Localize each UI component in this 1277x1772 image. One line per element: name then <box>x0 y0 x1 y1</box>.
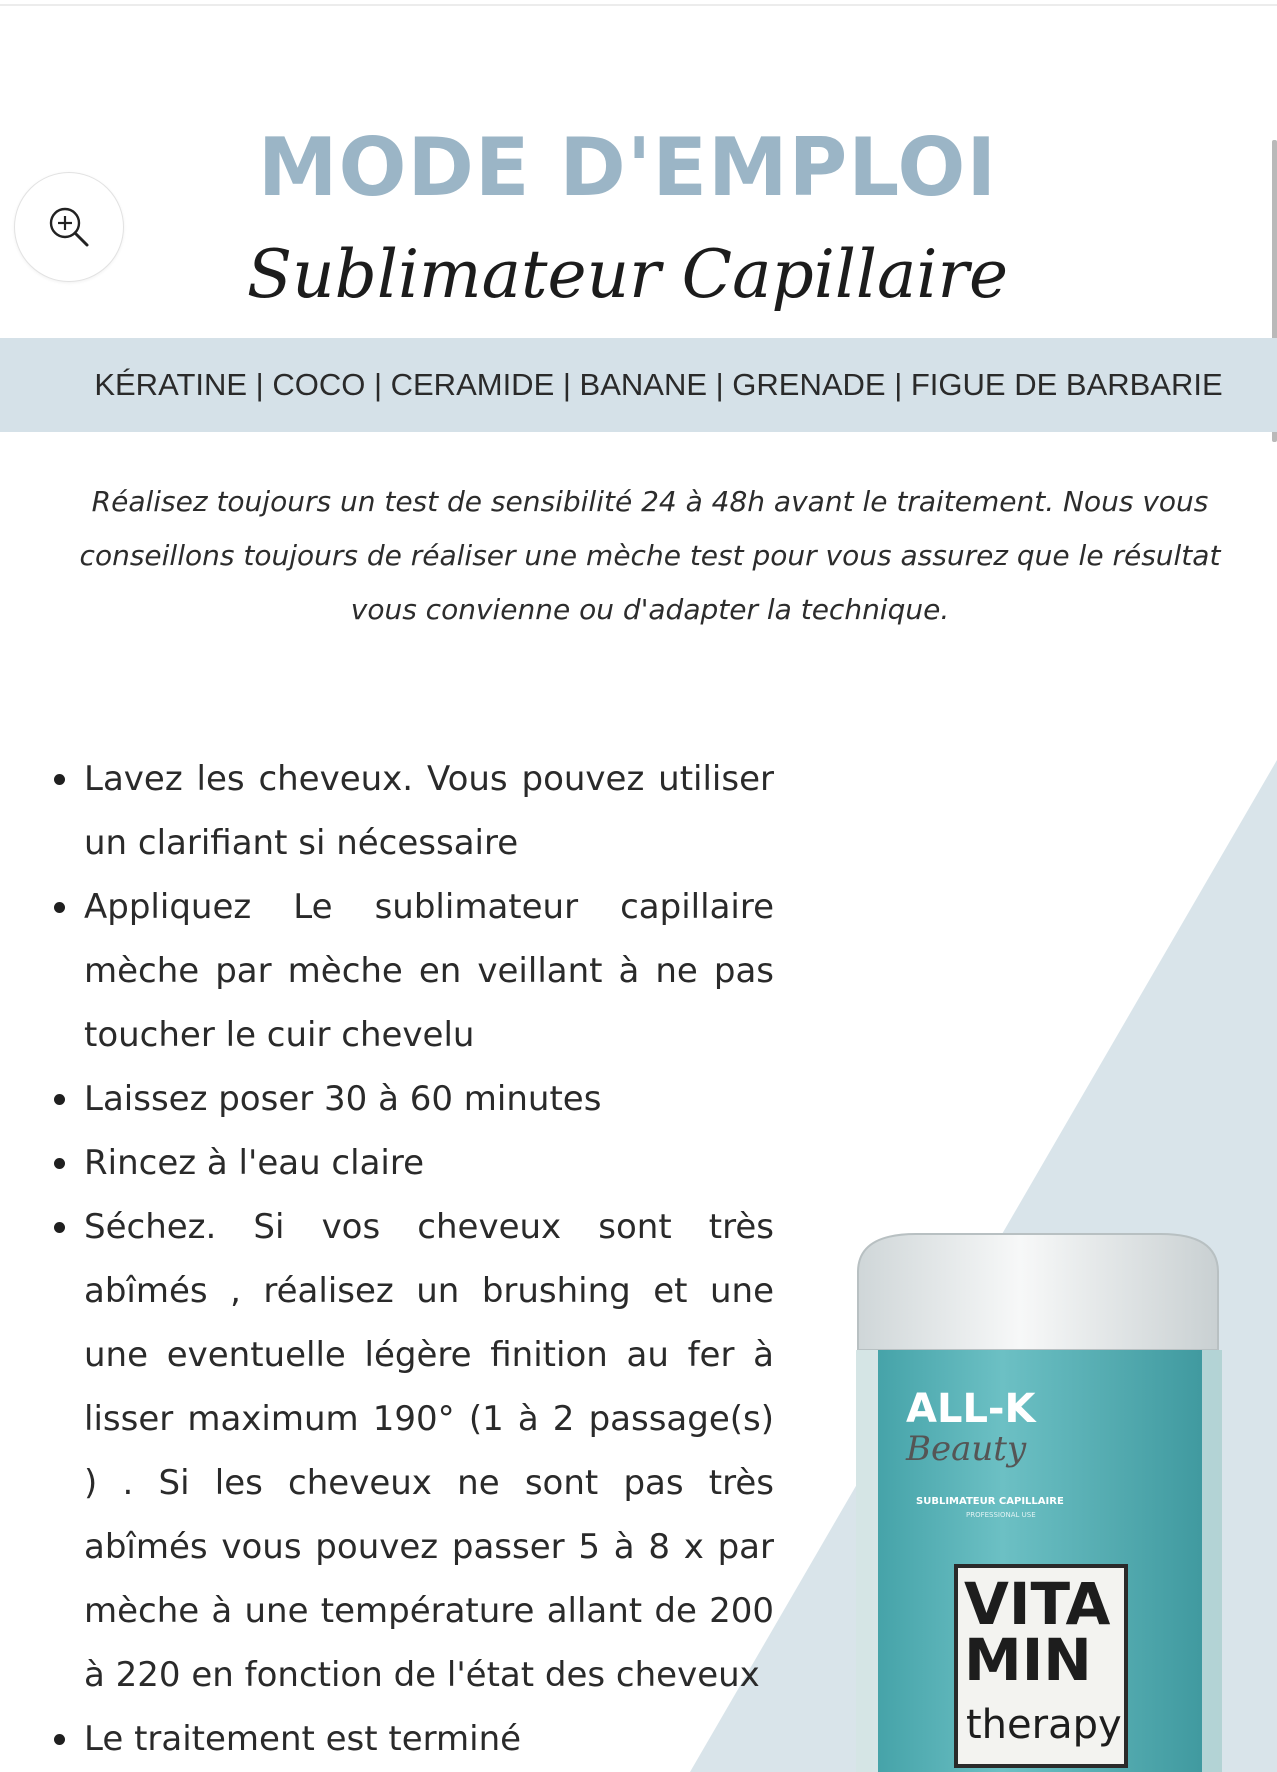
list-item <box>48 1195 774 1707</box>
bullet-icon <box>54 774 65 785</box>
bullet-icon <box>54 902 65 913</box>
product-brand: ALL-K <box>906 1386 1036 1432</box>
bullet-icon <box>54 1094 65 1105</box>
list-item <box>48 747 774 875</box>
step-text: Laissez poser 30 à 60 minutes <box>84 1079 602 1119</box>
step-text: Lavez les cheveux. Vous pouvez utiliser un clarifiant si nécessaire <box>84 759 774 863</box>
product-line: SUBLIMATEUR CAPILLAIRE <box>916 1496 1064 1507</box>
product-brand-script: Beauty <box>906 1429 1027 1469</box>
sensitivity-notice: Réalisez toujours un test de sensibilité 24 à 48h avant le traitement. Nous vous conseillons toujours de réaliser une mèche test pour vous assurez que le résultat vous convienne ou d'adapter la technique. <box>79 485 1221 626</box>
page-subtitle: Sublimateur Capillaire <box>246 236 1009 313</box>
product-name-min: MIN <box>964 1626 1092 1694</box>
bullet-icon <box>54 1734 65 1745</box>
product-name-therapy: therapy <box>966 1702 1122 1748</box>
step-text: Séchez. Si vos cheveux sont très abîmés , réalisez un brushing et une une eventuelle légère finition au fer à lisser maximum 190° (1 à 2 passage(s) ) . Si les cheveux ne sont pas très abîmés vous pouvez passer 5 à 8 x par mèche à une température allant de 200 à 220 en fonction de l'état des cheveux <box>84 1207 774 1695</box>
list-item <box>48 1707 774 1771</box>
step-text: Appliquez Le sublimateur capillaire mèche par mèche en veillant à ne pas toucher le cuir chevelu <box>84 887 774 1055</box>
instructions-list <box>48 747 774 1771</box>
step-text: Rincez à l'eau claire <box>84 1143 424 1183</box>
bullet-icon <box>54 1158 65 1169</box>
list-item <box>48 1131 774 1195</box>
list-item <box>48 875 774 1067</box>
product-name-vita: VITA <box>964 1570 1111 1638</box>
bullet-icon <box>54 1222 65 1233</box>
ingredients-band <box>0 338 1277 432</box>
list-item <box>48 1067 774 1131</box>
product-line-sub: PROFESSIONAL USE <box>966 1511 1036 1519</box>
page-title: MODE D'EMPLOI <box>257 121 998 214</box>
step-text: Le traitement est terminé <box>84 1719 522 1759</box>
ingredients-text: KÉRATINE | COCO | CERAMIDE | BANANE | GRENADE | FIGUE DE BARBARIE <box>94 367 1223 402</box>
product-jar-image <box>856 1232 1226 1772</box>
